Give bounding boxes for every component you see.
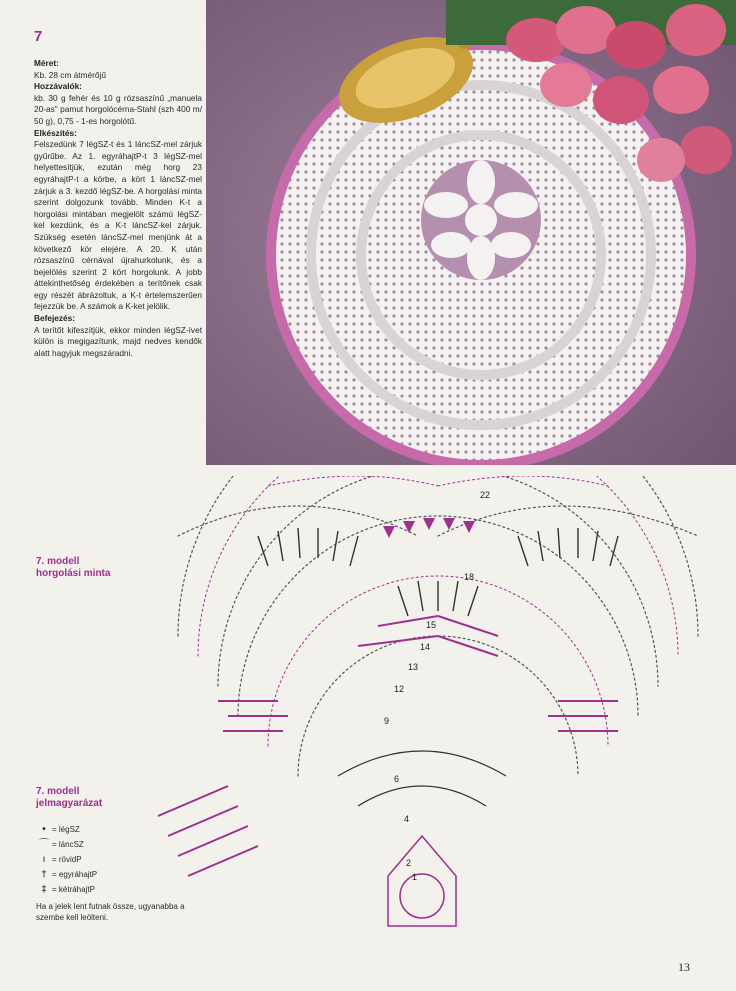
- round-number: 9: [384, 716, 390, 726]
- round-number: 15: [426, 620, 437, 630]
- round-number: 6: [394, 774, 400, 784]
- legend-item: • = légSZ: [36, 822, 186, 837]
- legend-item: ‡ = kétráhajtP: [36, 882, 186, 897]
- round-number: 22: [480, 490, 491, 500]
- single-crochet-icon: ı: [42, 854, 46, 865]
- page-number: 13: [678, 960, 690, 974]
- chart-title: 7. modell horgolási minta: [36, 556, 111, 579]
- legend-item: ⌒ = láncSZ: [36, 837, 186, 852]
- double-crochet-icon: †: [41, 869, 47, 880]
- legend-title: 7. modell jelmagyarázat: [36, 786, 103, 809]
- round-number: 12: [394, 684, 405, 694]
- instructions-body: Felszedünk 7 légSZ-t és 1 láncSZ-mel zárjuk gyűrűbe. Az 1. egyráhajtP-t 3 légSZ-mel helyettesítjük, ezután még horg 23 egyráhajtP-t a körbe, a kört 1 láncSZ-mel zárjuk a 3. kezdő légSZ-be. A horgolási minta szerint dolgozunk tovább. Minden K-t a horgolási mintában megjelölt számú légSZ-kel kezdünk, és a K-t láncSZ-kel zárjuk. Szükség esetén láncSZ-mel menjünk át a következő kör elejére. A 20. K után rózsaszínű cérnával újrahurkolunk, és a bejelölés szerint 2 kört horgolunk. A jobb áttekinthetőség érdekében a terítőnek csak egy részét ábrázoltuk, a K-t értelemszerűen fejezzük be. A számok a K-ket jelölik.: [34, 139, 202, 312]
- finish-heading: Befejezés:: [34, 313, 76, 324]
- round-number: 4: [404, 814, 410, 824]
- legend-item: † = egyráhajtP: [36, 867, 186, 882]
- legend-item: ı = rövidP: [36, 852, 186, 867]
- instructions-column: [34, 58, 202, 359]
- chain-stitch-icon: •: [41, 824, 47, 835]
- pattern-number: 7: [34, 28, 43, 45]
- treble-crochet-icon: ‡: [41, 884, 47, 895]
- round-number: 14: [420, 642, 431, 652]
- materials-body: kb. 30 g fehér és 10 g rózsaszínű „manuela 20-as" pamut horgolócérna-Stahl (szh 400 m/ 50 g), 0,75 - 1-es horgolótű.: [34, 92, 202, 126]
- legend-note: Ha a jelek lent futnak össze, ugyanabba a szembe kell leölteni.: [36, 902, 185, 922]
- round-number: 1: [412, 872, 418, 882]
- crochet-chart: [138, 476, 736, 946]
- round-number: 2: [406, 858, 412, 868]
- size-value: Kb. 28 cm átmérőjű: [34, 69, 106, 80]
- round-number: 18: [464, 572, 475, 582]
- finish-body: A terítőt kifeszítjük, ekkor minden légSZ-ívet külön is megigazítunk, majd nedves kendők alatt hagyjuk megszáradni.: [34, 324, 202, 358]
- slip-stitch-icon: ⌒: [39, 839, 49, 850]
- legend: [36, 822, 186, 923]
- round-number: 13: [408, 662, 419, 672]
- instructions-heading: Elkészítés:: [34, 127, 77, 138]
- materials-heading: Hozzávalók:: [34, 81, 82, 92]
- size-heading: Méret:: [34, 58, 59, 68]
- doily-photo: [206, 0, 736, 465]
